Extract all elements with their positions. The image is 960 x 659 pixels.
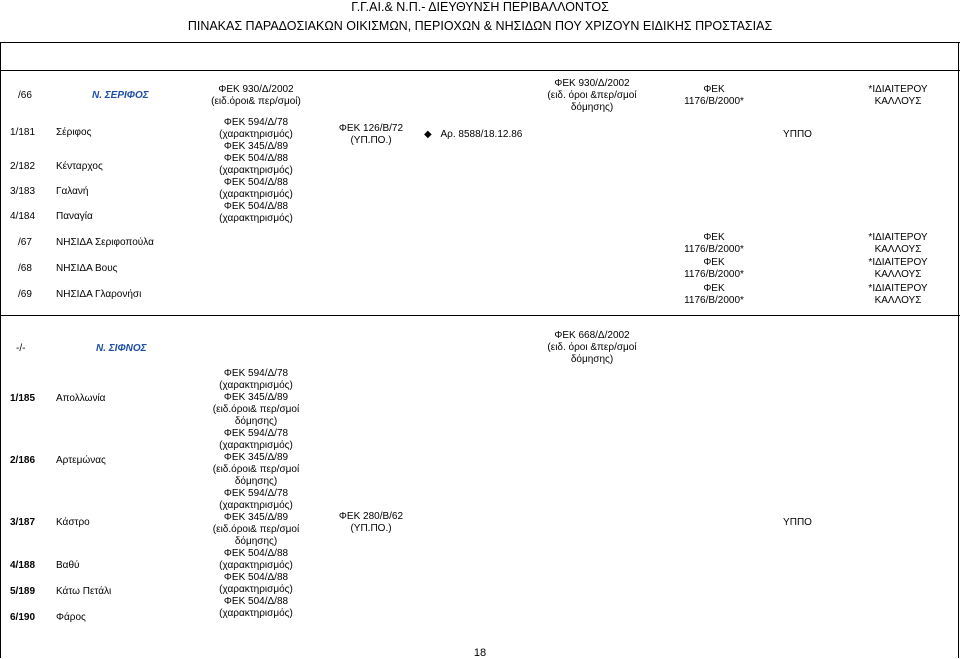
section-divider-1 [0,70,960,71]
serifos-settlement-name: Σέριφος [56,127,92,138]
serifos-authority: ΥΠΠΟ [783,129,812,140]
bullet-icon: ◆ [424,129,432,140]
serifos-settlement-name: Κένταρχος [56,161,103,172]
serifos-beauty: *ΙΔΙΑΙΤΕΡΟΥ ΚΑΛΛΟΥΣ [868,84,928,107]
page-title-line-1: Γ.Γ.ΑΙ.& Ν.Π.- ΔΙΕΥΘΥΝΣΗ ΠΕΡΙΒΑΛΛΟΝΤΟΣ [351,0,609,14]
frame-left [0,42,1,658]
serifos-fek-126: ΦΕΚ 126/Β/72 (ΥΠ.ΠΟ.) [338,123,404,146]
islet-beauty: *ΙΔΙΑΙΤΕΡΟΥ ΚΑΛΛΟΥΣ [868,232,928,255]
serifos-settlement-code: 2/182 [10,161,36,172]
serifos-fek-list: ΦΕΚ 594/Δ/78 (χαρακτηρισμός) ΦΕΚ 345/Δ/89 ΦΕΚ 504/Δ/88 (χαρακτηρισμός) ΦΕΚ 504/Δ/88 (χαρακτηρισμός) ΦΕΚ 504/Δ/88 (χαρακτηρισμός) [219,117,293,224]
sifnos-authority: ΥΠΠΟ [783,517,812,528]
serifos-fek-header: ΦΕΚ 930/Δ/2002 (ειδ.όροι& περ/σμοί) [211,84,301,107]
section-divider-2 [0,315,960,316]
serifos-fek-right: ΦΕΚ 930/Δ/2002 (ειδ. όροι &περ/σμοί δόμησης) [547,78,637,113]
serifos-settlement-name: Γαλανή [56,186,89,197]
sifnos-fek-list: ΦΕΚ 594/Δ/78 (χαρακτηρισμός) ΦΕΚ 345/Δ/89 (ειδ.όροι& περ/σμοί δόμησης) ΦΕΚ 594/Δ/78 (χαρακτηρισμός) ΦΕΚ 345/Δ/89 (ειδ.όροι& περ/σμοί δόμησης) ΦΕΚ 594/Δ/78 (χαρακτηρισμός) ΦΕΚ 345/Δ/89 (ειδ.όροι& περ/σμοί δόμησης) ΦΕΚ 504/Δ/88 (χαρακτηρισμός) ΦΕΚ 504/Δ/88 (χαρακτηρισμός) ΦΕΚ 504/Δ/88 (χαρακτηρισμός) [212,368,300,619]
islet-name: ΝΗΣΙΔΑ Βους [56,263,118,274]
sifnos-settlement-name: Αρτεμώνας [56,455,106,466]
sifnos-settlement-code: 6/190 [10,612,36,623]
serifos-settlement-code: 4/184 [10,211,36,222]
sifnos-fek-280: ΦΕΚ 280/Β/62 (ΥΠ.ΠΟ.) [338,511,404,534]
sifnos-settlement-name: Απολλωνία [56,393,106,404]
serifos-island-name: Ν. ΣΕΡΙΦΟΣ [92,90,149,101]
page-title-line-2: ΠΙΝΑΚΑΣ ΠΑΡΑΔΟΣΙΑΚΩΝ ΟΙΚΙΣΜΩΝ, ΠΕΡΙΟΧΩΝ & ΝΗΣΙΔΩΝ ΠΟΥ ΧΡΙΖΟΥΝ ΕΙΔΙΚΗΣ ΠΡΟΣΤΑΣΙΑΣ [187,19,773,33]
serifos-settlement-code: 1/181 [10,127,36,138]
sifnos-settlement-name: Κάστρο [56,517,90,528]
sifnos-code: -/- [16,343,26,354]
sifnos-settlement-code: 5/189 [10,586,36,597]
sifnos-island-name: Ν. ΣΙΦΝΟΣ [96,343,147,354]
islet-fek: ΦΕΚ 1176/Β/2000* [684,232,744,255]
serifos-bullet-item: ◆ Αρ. 8588/18.12.86 [424,129,523,140]
islet-fek: ΦΕΚ 1176/Β/2000* [684,257,744,280]
islet-code: /67 [18,237,32,248]
sifnos-settlement-code: 3/187 [10,517,36,528]
islet-beauty: *ΙΔΙΑΙΤΕΡΟΥ ΚΑΛΛΟΥΣ [868,257,928,280]
sifnos-settlement-name: Βαθύ [56,560,80,571]
sifnos-settlement-name: Κάτω Πετάλι [56,586,112,597]
islet-code: /69 [18,289,32,300]
page-number: 18 [473,647,487,659]
islet-name: ΝΗΣΙΔΑ Γλαρονήσι [56,289,142,300]
serifos-fek-1176: ΦΕΚ 1176/Β/2000* [684,84,744,107]
frame-top [0,42,960,43]
islet-name: ΝΗΣΙΔΑ Σεριφοπούλα [56,237,154,248]
sifnos-settlement-code: 4/188 [10,560,36,571]
frame-right [958,42,959,658]
sifnos-settlement-code: 2/186 [10,455,36,466]
islet-code: /68 [18,263,32,274]
serifos-settlement-code: 3/183 [10,186,36,197]
sifnos-settlement-name: Φάρος [56,612,86,623]
islet-beauty: *ΙΔΙΑΙΤΕΡΟΥ ΚΑΛΛΟΥΣ [868,283,928,306]
serifos-settlement-name: Παναγία [56,211,93,222]
sifnos-fek-right: ΦΕΚ 668/Δ/2002 (ειδ. όροι &περ/σμοί δόμησης) [547,330,637,365]
sifnos-settlement-code: 1/185 [10,393,36,404]
serifos-code: /66 [18,90,32,101]
islet-fek: ΦΕΚ 1176/Β/2000* [684,283,744,306]
